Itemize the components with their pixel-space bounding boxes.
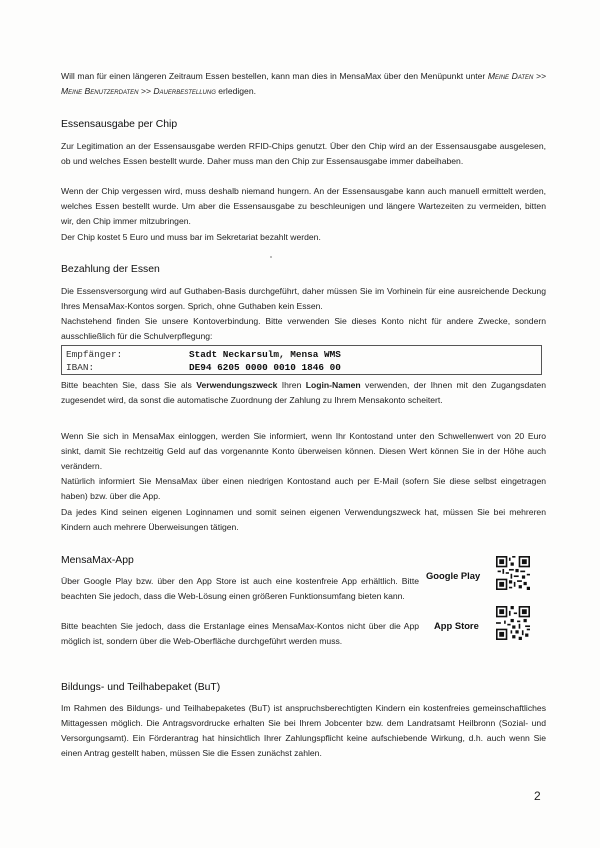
recipient-value: Stadt Neckarsulm, Mensa WMS — [189, 349, 341, 360]
paragraph-chip-legitimation: Zur Legitimation an der Essensausgabe werden RFID-Chips genutzt. Über den Chip wird an der Essensausgabe ausgelesen, ob und welches Essen bestellt wurde. Daher muss man den Chip zur Essensausgabe immer dabeihaben. — [61, 141, 546, 166]
app-store-label: App Store — [434, 620, 479, 631]
intro-text: Will man für einen längeren Zeitraum Essen bestellen, kann man dies in MensaMax über den Menüpunkt unter — [61, 71, 488, 81]
heading-essensausgabe: Essensausgabe per Chip — [61, 119, 178, 130]
paragraph-schwellenwert: Wenn Sie sich in MensaMax einloggen, werden Sie informiert, wenn Ihr Kontostand unter den Schwellenwert von 20 Euro sinkt, damit Sie rechtzeitig Geld auf das vorgenannte Konto überweisen können. Diesen Wert können Sie in der Höhe auch verändern. — [61, 431, 546, 471]
iban-value: DE94 6205 0000 0010 1846 00 — [189, 362, 341, 373]
paragraph-chip-forgotten: Wenn der Chip vergessen wird, muss deshalb niemand hungern. An der Essensausgabe kann auch manuell ermittelt werden, welches Essen bestellt wurde. Um aber die Essensausgabe zu beschleunigen und längere Wartezeiten zu vermeiden, bitten wir, den Chip immer mitzubringen. — [61, 186, 546, 226]
paragraph-kontoverbindung: Nachstehend finden Sie unsere Kontoverbindung. Bitte verwenden Sie dieses Konto nicht für andere Zwecke, sondern ausschließlich für die Schulverpflegung: — [61, 316, 546, 341]
paragraph-mehrere-kinder: Da jedes Kind seinen eigenen Loginnamen und somit seinen eigenen Verwendungszweck hat, müssen Sie bei mehreren Kindern auch mehrere Überweisungen tätigen. — [61, 507, 546, 532]
recipient-label: Empfänger: — [66, 349, 123, 360]
paragraph-guthaben: Die Essensversorgung wird auf Guthaben-Basis durchgeführt, daher müssen Sie im Vorhinein für eine ausreichende Deckung Ihres MensaMax-Kontos sorgen. Sprich, ohne Guthaben kein Essen. — [61, 286, 546, 311]
text-segment: Ihren — [277, 380, 306, 390]
page-number: 2 — [534, 789, 541, 803]
paragraph-email-notice: Natürlich informiert Sie MensaMax über einen niedrigen Kontostand auch per E-Mail (sofern Sie diese selbst eingetragen haben) bzw. über die App. — [61, 476, 546, 501]
heading-but: Bildungs- und Teilhabepaket (BuT) — [61, 682, 221, 693]
google-play-label: Google Play — [426, 570, 481, 581]
qr-code-google-play-icon[interactable] — [496, 556, 530, 590]
text-segment: verwenden, der Ihnen mit den Zugangsdaten zugesendet wird, da sonst die automatische Zuordnung der Zahlung zu Ihrem Mensakonto scheitert. — [61, 380, 546, 405]
iban-label: IBAN: — [66, 362, 95, 373]
heading-app: MensaMax-App — [61, 555, 134, 566]
paragraph-verwendungszweck — [61, 378, 546, 408]
paragraph-but: Im Rahmen des Bildungs- und Teilhabepaketes (BuT) ist anspruchsberechtigten Kindern ein kostenfreies gemeinschaftliches Mittagessen möglich. Die Antragsvordrucke erhalten Sie bei Ihrem Jobcenter bzw. dem Landratsamt Heilbronn (Sozial- und Versorgungsamt). Ein Förderantrag hat hinsichtlich Ihrer Zahlungspflicht keine aufschiebende Wirkung, d.h. auch wenn Sie einen Antrag gestellt haben, müssen Sie die Essen zunächst zahlen. — [61, 703, 546, 758]
paragraph-chip-cost: Der Chip kostet 5 Euro und muss bar im Sekretariat bezahlt werden. — [61, 232, 321, 242]
heading-bezahlung: Bezahlung der Essen — [61, 264, 160, 275]
menu-path: Meine Daten >> Meine Benutzerdaten >> Dauerbestellung — [61, 71, 546, 96]
qr-code-app-store-icon[interactable] — [496, 606, 530, 640]
text-segment: Bitte beachten Sie, dass Sie als — [61, 380, 197, 390]
paragraph-app-erstanlage: Bitte beachten Sie jedoch, dass die Erstanlage eines MensaMax-Kontos nicht über die App möglich ist, sondern über die Web-Oberfläche durchgeführt werden muss. — [61, 621, 419, 646]
intro-paragraph — [61, 69, 546, 99]
scan-speck — [270, 256, 272, 258]
paragraph-app-available: Über Google Play bzw. über den App Store ist auch eine kostenfreie App erhältlich. Bitte beachten Sie jedoch, dass die Web-Lösung einen größeren Funktionsumfang bieten kann. — [61, 576, 419, 601]
bank-account-box — [61, 345, 542, 375]
login-name-bold: Login-Namen — [305, 380, 361, 390]
verwendungszweck-bold: Verwendungszweck — [196, 380, 278, 390]
intro-text-end: erledigen. — [215, 86, 257, 96]
